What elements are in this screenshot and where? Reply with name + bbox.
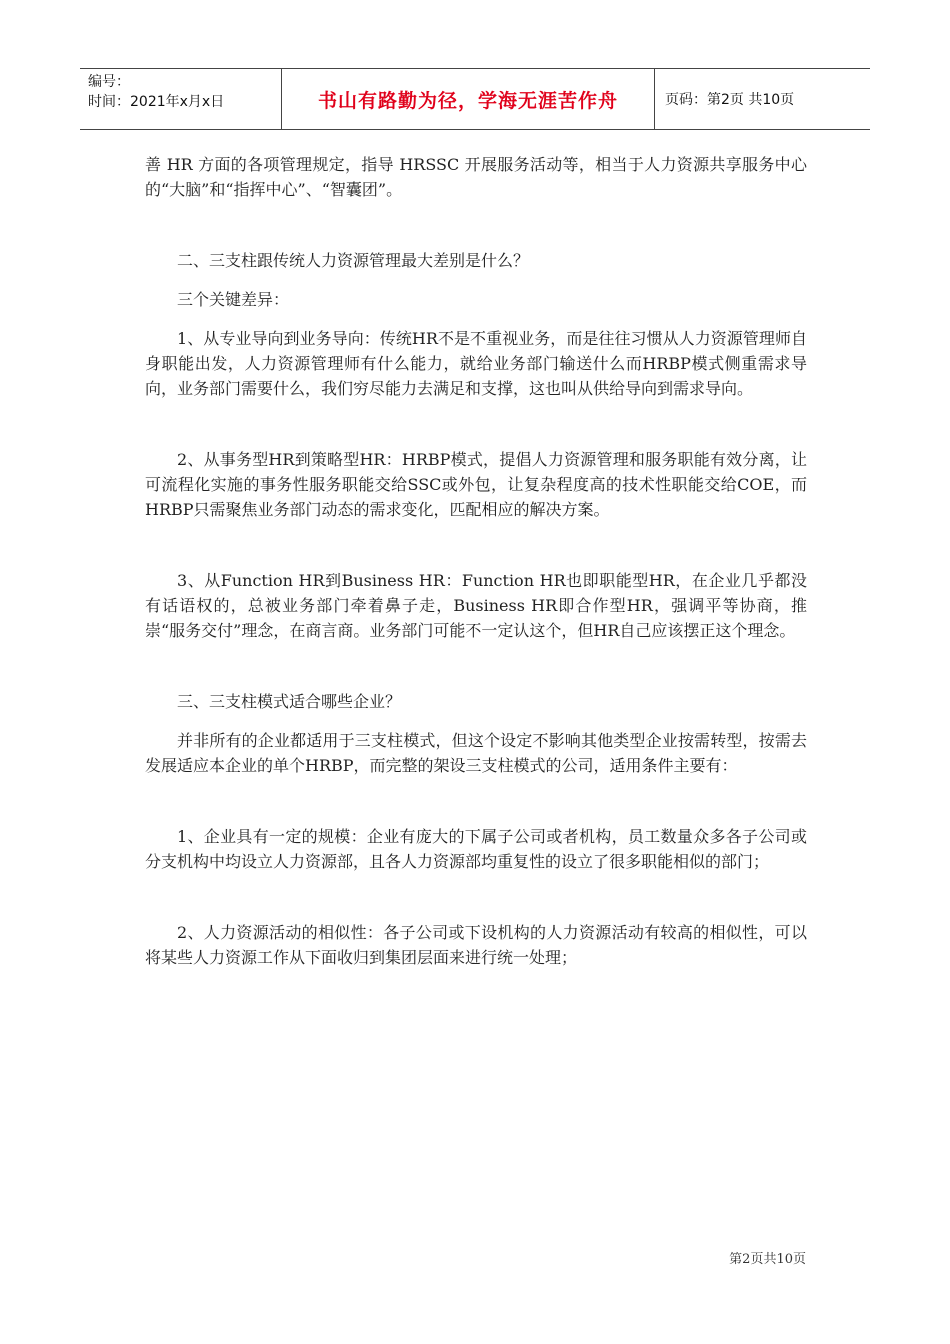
header-motto: 书山有路勤为径，学海无涯苦作舟 <box>282 69 655 129</box>
section-heading: 二、三支柱跟传统人力资源管理最大差别是什么？ <box>177 251 530 270</box>
paragraph: 1、企业具有一定的规模：企业有庞大的下属子公司或者机构，员工数量众多各子公司或分支机构中均设立人力资源部，且各人力资源部均重复性的设立了很多职能相似的部门； <box>145 827 807 871</box>
header-meta <box>80 69 282 129</box>
header-page-info: 页码：第2页 共10页 <box>665 92 795 108</box>
paragraph: 2、从事务型HR到策略型HR：HRBP模式，提倡人力资源管理和服务职能有效分离，让可流程化实施的事务性服务职能交给SSC或外包，让复杂程度高的技术性职能交给COE，而HRBP只需聚焦业务部门动态的需求变化，匹配相应的解决方案。 <box>145 450 807 519</box>
paragraph: 并非所有的企业都适用于三支柱模式，但这个设定不影响其他类型企业按需转型，按需去发展适应本企业的单个HRBP，而完整的架设三支柱模式的公司，适用条件主要有： <box>145 731 807 775</box>
page-header <box>80 68 870 130</box>
paragraph: 2、人力资源活动的相似性：各子公司或下设机构的人力资源活动有较高的相似性，可以将某些人力资源工作从下面收归到集团层面来进行统一处理； <box>145 923 807 967</box>
paragraph: 善 HR 方面的各项管理规定，指导 HRSSC 开展服务活动等，相当于人力资源共享服务中心的“大脑”和“指挥中心”、“智囊团”。 <box>145 155 807 199</box>
page-footer: 第2页共10页 <box>729 1252 806 1267</box>
paragraph: 3、从Function HR到Business HR：Function HR也即职能型HR，在企业几乎都没有话语权的，总被业务部门牵着鼻子走，Business HR即合作型HR，强调平等协商，推崇“服务交付”理念，在商言商。业务部门可能不一定认这个，但HR自己应该摆正这个理念。 <box>145 571 807 640</box>
document-number-label: 编号： <box>88 74 130 90</box>
paragraph: 1、从专业导向到业务导向：传统HR不是不重视业务，而是往往习惯从人力资源管理师自身职能出发，人力资源管理师有什么能力，就给业务部门输送什么而HRBP模式侧重需求导向，业务部门需要什么，我们穷尽能力去满足和支撑，这也叫从供给导向到需求导向。 <box>145 329 807 398</box>
paragraph: 三个关键差异： <box>177 290 290 309</box>
document-body <box>145 152 807 970</box>
document-date: 时间：2021年x月x日 <box>88 94 225 110</box>
section-heading: 三、三支柱模式适合哪些企业？ <box>177 692 402 711</box>
